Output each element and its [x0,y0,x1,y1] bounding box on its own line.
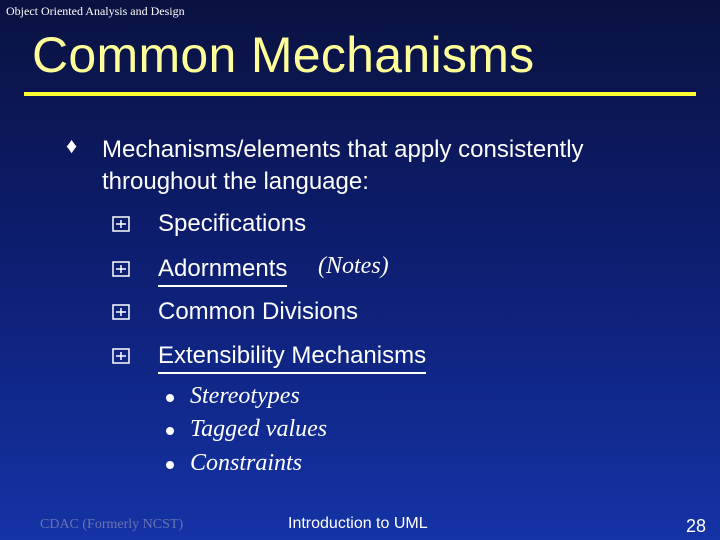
plus-box-icon [112,261,130,277]
footer-course-title: Introduction to UML [288,515,428,532]
sub-item-label: Common Divisions [158,298,359,325]
plus-box-icon [112,348,130,364]
main-bullet-text: Mechanisms/elements that apply consistently throughout the language: [102,136,584,195]
dot-bullet-icon [166,461,174,469]
dot-bullet-icon [166,394,174,402]
plus-box-icon [112,216,130,232]
extensibility-item-label: Constraints [190,450,303,476]
title-underline [24,92,696,96]
notes-annotation: (Notes) [318,253,389,279]
dot-bullet-icon [166,427,174,435]
sub-item-label: Specifications [158,210,307,237]
footer-organization: CDAC (Formerly NCST) [40,517,184,532]
header-label: Object Oriented Analysis and Design [6,4,185,18]
diamond-bullet-icon: ♦ [66,133,78,158]
extensibility-item-label: Tagged values [190,416,328,442]
slide-title: Common Mechanisms [32,27,535,83]
extensibility-item-label: Stereotypes [190,383,300,409]
plus-box-icon [112,304,130,320]
sub-item-label: Adornments [158,253,287,287]
sub-item-label: Extensibility Mechanisms [158,340,426,374]
page-number: 28 [686,516,707,536]
